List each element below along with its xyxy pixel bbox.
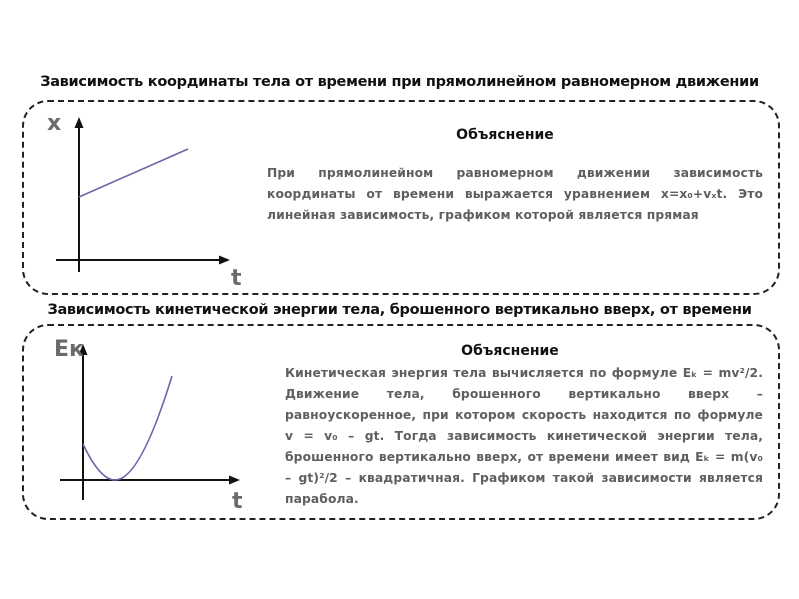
section2-explanation-text: Кинетическая энергия тела вычисляется по формуле Eₖ = mv²/2. Движение тела, брошенного вертикально вверх – равноускоренное, при котором скорость находится по формуле v = v₀ – gt. Тогда зависимость кинетической энергии тела, брошенного вертикально вверх, от времени имеет вид Eₖ = m(v₀ – gt)²/2 – квадратичная. Графиком такой зависимости является парабола. — [285, 366, 763, 506]
x-axis-label-t: t — [232, 489, 243, 514]
section1-title: Зависимость координаты тела от времени при прямолинейном равномерном движении — [40, 74, 759, 90]
section2-title: Зависимость кинетической энергии тела, брошенного вертикально вверх, от времени — [47, 302, 752, 318]
section2-explanation-title: Объяснение — [461, 343, 559, 359]
x-axis-label-t: t — [231, 266, 242, 291]
y-axis-label-ek — [54, 337, 84, 362]
section1-explanation-title: Объяснение — [456, 127, 554, 143]
y-axis-label-ek-text: Eк — [54, 337, 84, 362]
section1-explanation-text: При прямолинейном равномерном движении зависимость координаты от времени выражается уравнением x=x₀+vₓt. Это линейная зависимость, графиком которой является прямая — [267, 166, 763, 222]
y-axis-label-x: x — [47, 111, 62, 136]
